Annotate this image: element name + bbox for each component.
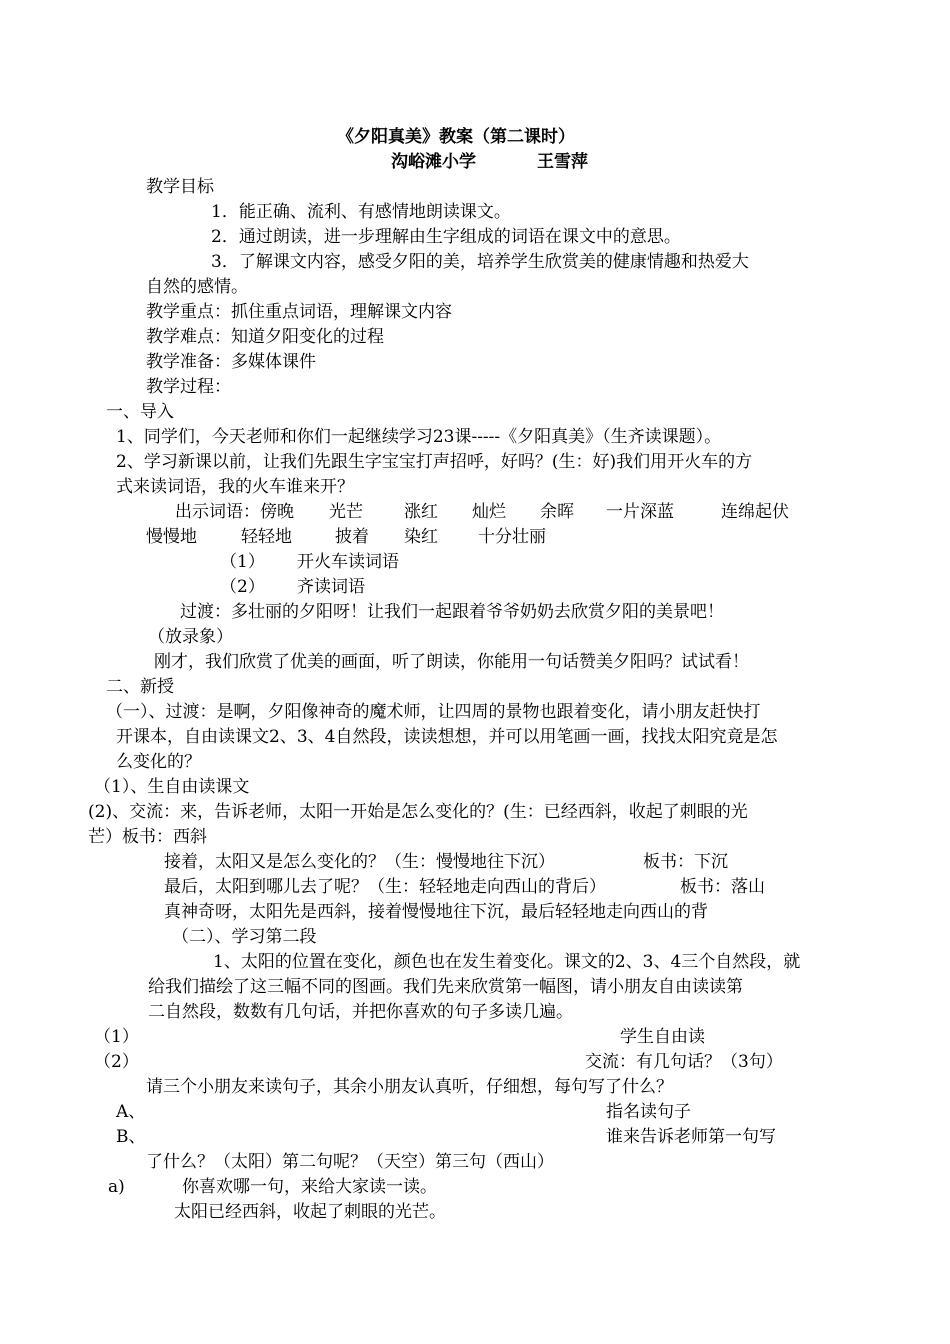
- last-question: 最后，太阳到哪儿去了呢？（生：轻轻地走向西山的背后）: [164, 877, 606, 897]
- goal-2: 2．通过朗读，进一步理解由生字组成的词语在课文中的意思。: [211, 227, 681, 247]
- item-text-cont: 了什么？（太阳）第二句呢？（天空）第三句（西山）: [146, 1152, 554, 1172]
- quoted-sentence: 太阳已经西斜，收起了刺眼的光芒。: [174, 1202, 446, 1222]
- word-item: 余晖: [540, 502, 574, 522]
- just-now: 刚才，我们欣赏了优美的画面，听了朗读，你能用一句话赞美夕阳吗？试试看！: [154, 652, 749, 672]
- part-1: （一）、过渡：是啊，夕阳像神奇的魔术师，让四周的景物也跟着变化，请小朋友赶快打: [106, 702, 761, 722]
- step-number: （1）: [220, 552, 265, 572]
- board-note: 板书：下沉: [643, 852, 728, 872]
- part-2-heading: （二）、学习第二段: [172, 927, 317, 947]
- goal-1: 1．能正确、流利、有感情地朗读课文。: [211, 202, 511, 222]
- sub-item-label: a): [108, 1177, 125, 1197]
- word-item: 一片深蓝: [606, 502, 674, 522]
- play-video: （放录象）: [148, 627, 233, 647]
- section-2-heading: 二、新授: [106, 677, 174, 697]
- step-text: 开火车读词语: [297, 552, 399, 572]
- part-1-cont: 开课本，自由读课文2、3、4自然段，读读想想，并可以用笔画一画，找找太阳究竟是怎: [116, 727, 778, 747]
- goals-heading: 教学目标: [146, 177, 214, 197]
- word-item: 傍晚: [260, 502, 294, 522]
- step-read: （1）、生自由读课文: [94, 777, 250, 797]
- paragraph-2-cont: 式来读词语，我的火车谁来开？: [116, 477, 354, 497]
- read-step-text: 学生自由读: [620, 1027, 705, 1047]
- word-item: 慢慢地: [146, 527, 197, 547]
- word-item: 灿烂: [472, 502, 506, 522]
- paragraph-2: 2、学习新课以前，让我们先跟生字宝宝打声招呼，好吗？(生：好)我们用开火车的方: [116, 452, 753, 472]
- step-discuss: (2)、交流：来，告诉老师，太阳一开始是怎么变化的？(生：已经西斜，收起了刺眼的光: [88, 802, 748, 822]
- item-label: A、: [116, 1102, 146, 1122]
- process-heading: 教学过程：: [146, 377, 231, 397]
- section-1-heading: 一、导入: [106, 402, 174, 422]
- paragraph-1: 1、同学们，今天老师和你们一起继续学习23课-----《夕阳真美》（生齐读课题）。: [116, 427, 722, 447]
- step-number: （2）: [220, 577, 265, 597]
- words-label: 出示词语：: [175, 502, 260, 522]
- item-text: 谁来告诉老师第一句写: [606, 1127, 776, 1147]
- school-name: 沟峪滩小学: [391, 152, 476, 172]
- step-discuss-cont: 芒）板书：西斜: [88, 827, 207, 847]
- part-1-cont: 么变化的？: [116, 752, 201, 772]
- preparation: 教学准备：多媒体课件: [146, 352, 316, 372]
- item-text: 指名读句子: [606, 1102, 691, 1122]
- board-note: 板书：落山: [680, 877, 765, 897]
- key-point: 教学重点：抓住重点词语，理解课文内容: [146, 302, 452, 322]
- summary: 真神奇呀，太阳先是西斜，接着慢慢地往下沉，最后轻轻地走向西山的背: [164, 902, 708, 922]
- read-step-number: （1）: [94, 1027, 139, 1047]
- paragraph-3-cont: 给我们描绘了这三幅不同的图画。我们先来欣赏第一幅图，请小朋友自由读读第: [148, 977, 743, 997]
- paragraph-3-cont: 二自然段，数数有几句话，并把你喜欢的句子多读几遍。: [148, 1002, 573, 1022]
- author-name: 王雪萍: [537, 152, 588, 172]
- document-title: 《夕阳真美》教案（第二课时）: [337, 127, 575, 147]
- goal-3-cont: 自然的感情。: [146, 277, 248, 297]
- paragraph-3: 1、太阳的位置在变化，颜色也在发生着变化。课文的2、3、4三个自然段，就: [213, 952, 801, 972]
- read-step-text: 交流：有几句话？（3句）: [585, 1052, 783, 1072]
- goal-3: 3．了解课文内容，感受夕阳的美，培养学生欣赏美的健康情趣和热爱大: [211, 252, 749, 272]
- transition-1: 过渡：多壮丽的夕阳呀！让我们一起跟着爷爷奶奶去欣赏夕阳的美景吧！: [180, 602, 724, 622]
- item-label: B、: [116, 1127, 146, 1147]
- invite: 请三个小朋友来读句子，其余小朋友认真听，仔细想，每句写了什么？: [146, 1077, 673, 1097]
- word-item: 连绵起伏: [721, 502, 789, 522]
- step-text: 齐读词语: [297, 577, 365, 597]
- word-item: 轻轻地: [241, 527, 292, 547]
- next-question: 接着，太阳又是怎么变化的？（生：慢慢地往下沉）: [164, 852, 555, 872]
- word-item: 光芒: [329, 502, 363, 522]
- word-item: 披着: [335, 527, 369, 547]
- sub-item-text: 你喜欢哪一句，来给大家读一读。: [182, 1177, 437, 1197]
- word-item: 十分壮丽: [478, 527, 546, 547]
- read-step-number: （2）: [94, 1052, 139, 1072]
- word-item: 涨红: [404, 502, 438, 522]
- difficulty: 教学难点：知道夕阳变化的过程: [146, 327, 384, 347]
- word-item: 染红: [404, 527, 438, 547]
